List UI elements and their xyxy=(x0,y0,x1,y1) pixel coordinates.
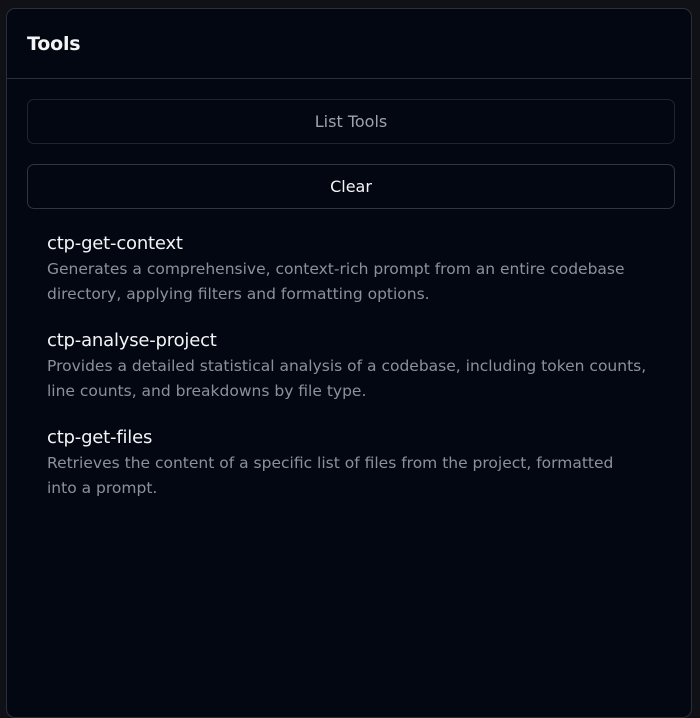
tool-item-get-files[interactable] xyxy=(47,426,653,501)
panel-body xyxy=(7,79,691,501)
panel-title: Tools xyxy=(27,32,81,55)
tools-panel xyxy=(6,8,692,718)
tool-item-get-context[interactable] xyxy=(47,232,653,307)
tool-list xyxy=(27,232,673,501)
tool-name: ctp-get-context xyxy=(47,233,183,254)
tool-name: ctp-analyse-project xyxy=(47,330,217,351)
tool-description: Retrieves the content of a specific list of files from the project, formatted into a prompt. xyxy=(47,454,614,497)
list-tools-button[interactable]: List Tools xyxy=(27,99,675,144)
clear-button[interactable]: Clear xyxy=(27,164,675,209)
panel-header xyxy=(7,9,691,79)
tool-description: Generates a comprehensive, context-rich prompt from an entire codebase directory, applying filters and formatting options. xyxy=(47,260,625,303)
tool-description: Provides a detailed statistical analysis of a codebase, including token counts, line counts, and breakdowns by file type. xyxy=(47,357,647,400)
tool-name: ctp-get-files xyxy=(47,427,153,448)
tool-item-analyse-project[interactable] xyxy=(47,329,653,404)
